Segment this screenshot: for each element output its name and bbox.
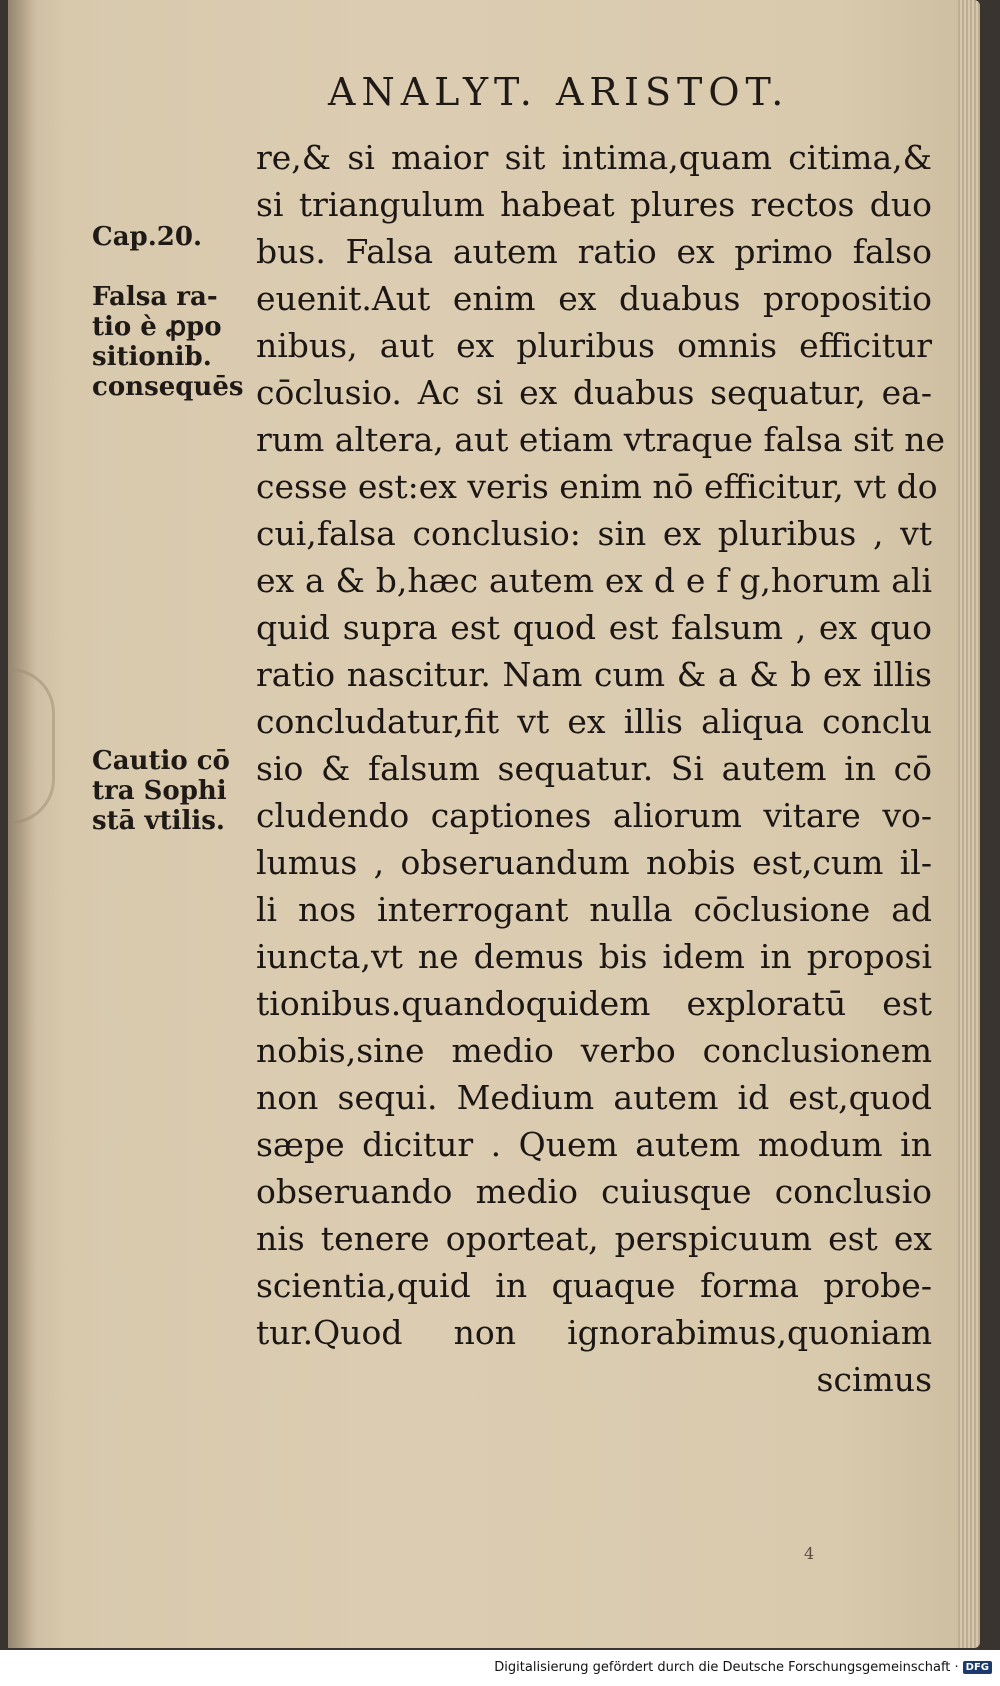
text-line: scientia,quid in quaque forma probe- bbox=[256, 1266, 932, 1305]
digitization-footer bbox=[494, 1660, 992, 1675]
text-line: obseruando medio cuiusque conclusio bbox=[256, 1172, 932, 1211]
text-line: ex a & b,hæc autem ex d e f g,horum ali bbox=[256, 561, 932, 600]
text-line: non sequi. Medium autem id est,quod bbox=[256, 1078, 932, 1117]
text-line: tionibus.quandoquidem exploratū est bbox=[256, 984, 932, 1023]
text-line: lumus , obseruandum nobis est,cum il- bbox=[256, 843, 932, 882]
main-text-block bbox=[256, 134, 946, 1403]
marginal-line: Falsa ra- bbox=[92, 282, 218, 312]
marginal-line: tio è ꝓpo bbox=[92, 312, 222, 342]
marginal-line: consequēs bbox=[92, 372, 244, 402]
text-line: tur.Quod non ignorabimus,quoniam bbox=[256, 1313, 932, 1352]
book-page bbox=[8, 0, 980, 1648]
text-line: cesse est:ex veris enim nō efficitur, vt do bbox=[256, 467, 938, 506]
marginal-note-cautio bbox=[92, 746, 252, 836]
footer-text: Digitalisierung gefördert durch die Deutsche Forschungsgemeinschaft · bbox=[494, 1660, 959, 1675]
marginal-line: sitionib. bbox=[92, 342, 212, 372]
text-line: nis tenere oporteat, perspicuum est ex bbox=[256, 1219, 932, 1258]
text-line: concludatur,fit vt ex illis aliqua conclu bbox=[256, 702, 932, 741]
text-line: sæpe dicitur . Quem autem modum in bbox=[256, 1125, 932, 1164]
clasp-imprint bbox=[10, 668, 55, 824]
dfg-logo-icon: DFG bbox=[963, 1661, 992, 1674]
text-line: cludendo captiones aliorum vitare vo- bbox=[256, 796, 932, 835]
text-line: cōclusio. Ac si ex duabus sequatur, ea- bbox=[256, 373, 932, 412]
signature-mark: 4 bbox=[804, 1544, 815, 1563]
marginal-line: Cautio cō bbox=[92, 746, 230, 776]
text-line: nibus, aut ex pluribus omnis efficitur bbox=[256, 326, 932, 365]
text-line: si triangulum habeat plures rectos duo bbox=[256, 185, 932, 224]
catchword: scimus bbox=[816, 1360, 932, 1399]
marginal-line: tra Sophi bbox=[92, 776, 227, 806]
marginal-line: Cap.20. bbox=[92, 222, 203, 252]
marginal-note-chapter bbox=[92, 222, 252, 252]
running-header: ANALYT. ARISTOT. bbox=[328, 70, 790, 114]
text-line: quid supra est quod est falsum , ex quo bbox=[256, 608, 932, 647]
text-line: sio & falsum sequatur. Si autem in cō bbox=[256, 749, 932, 788]
marginal-line: stā vtilis. bbox=[92, 806, 225, 836]
text-line: ratio nascitur. Nam cum & a & b ex illis bbox=[256, 655, 932, 694]
marginal-note-falsa-ratio bbox=[92, 282, 252, 402]
text-line: euenit.Aut enim ex duabus propositio bbox=[256, 279, 932, 318]
text-line: bus. Falsa autem ratio ex primo falso bbox=[256, 232, 932, 271]
page-edge bbox=[958, 0, 980, 1648]
text-line: iuncta,vt ne demus bis idem in proposi bbox=[256, 937, 932, 976]
text-line: rum altera, aut etiam vtraque falsa sit ne bbox=[256, 420, 946, 459]
text-line: li nos interrogant nulla cōclusione ad bbox=[256, 890, 932, 929]
text-line: re,& si maior sit intima,quam citima,& bbox=[256, 138, 932, 177]
text-line: cui,falsa conclusio: sin ex pluribus , vt bbox=[256, 514, 932, 553]
text-line: nobis,sine medio verbo conclusionem bbox=[256, 1031, 932, 1070]
binding-shadow bbox=[8, 0, 36, 1648]
